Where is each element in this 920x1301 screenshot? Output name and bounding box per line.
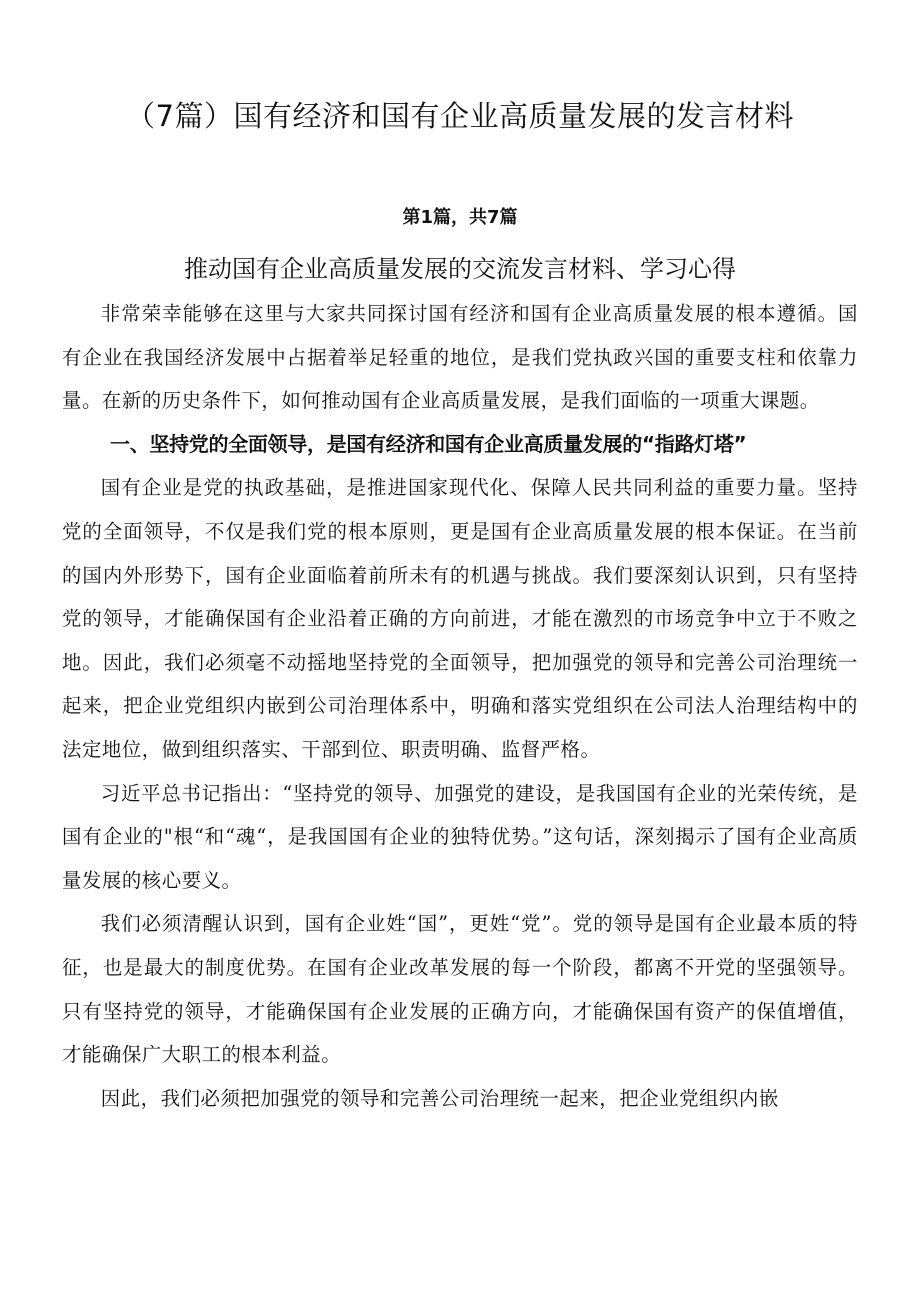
body-paragraph: 因此，我们必须把加强党的领导和完善公司治理统一起来，把企业党组织内嵌 [100,1086,779,1110]
body-paragraph: 国有企业是党的执政基础，是推进国家现代化、保障人民共同利益的重要力量。坚持党的全面领导，不仅是我们党的根本原则，更是国有企业高质量发展的根本保证。在当前的国内外形势下，国有企业面临着前所未有的机遇与挑战。我们要深刻认识到，只有坚持党的领导，才能确保国有企业沿着正确的方向前进，才能在激烈的市场竞争中立于不败之地。因此，我们必须毫不动摇地坚持党的全面领导，把加强党的领导和完善公司治理统一起来，把企业党组织内嵌到公司治理体系中，明确和落实党组织在公司法人治理结构中的法定地位，做到组织落实、干部到位、职责明确、监督严格。 [62,476,858,761]
body-paragraph: 习近平总书记指出：“坚持党的领导、加强党的建设，是我国国有企业的光荣传统，是国有企业的"根“和“魂“，是我国国有企业的独特优势。”这句话，深刻揭示了国有企业高质量发展的核心要义。 [62,781,858,892]
article-title: 推动国有企业高质量发展的交流发言材料、学习心得 [184,255,736,283]
part-label: 第1篇，共7篇 [402,207,518,228]
intro-paragraph: 非常荣幸能够在这里与大家共同探讨国有经济和国有企业高质量发展的根本遵循。国有企业在我国经济发展中占据着举足轻重的地位，是我们党执政兴国的重要支柱和依靠力量。在新的历史条件下，如何推动国有企业高质量发展，是我们面临的一项重大课题。 [62,302,858,413]
body-paragraph: 我们必须清醒认识到，国有企业姓“国”，更姓“党”。党的领导是国有企业最本质的特征，也是最大的制度优势。在国有企业改革发展的每一个阶段，都离不开党的坚强领导。只有坚持党的领导，才能确保国有企业发展的正确方向，才能确保国有资产的保值增值，才能确保广大职工的根本利益。 [62,912,858,1067]
document-title: （7篇）国有经济和国有企业高质量发展的发言材料 [126,99,794,133]
section-heading: 一、坚持党的全面领导，是国有经济和国有企业高质量发展的“指路灯塔” [110,431,747,456]
